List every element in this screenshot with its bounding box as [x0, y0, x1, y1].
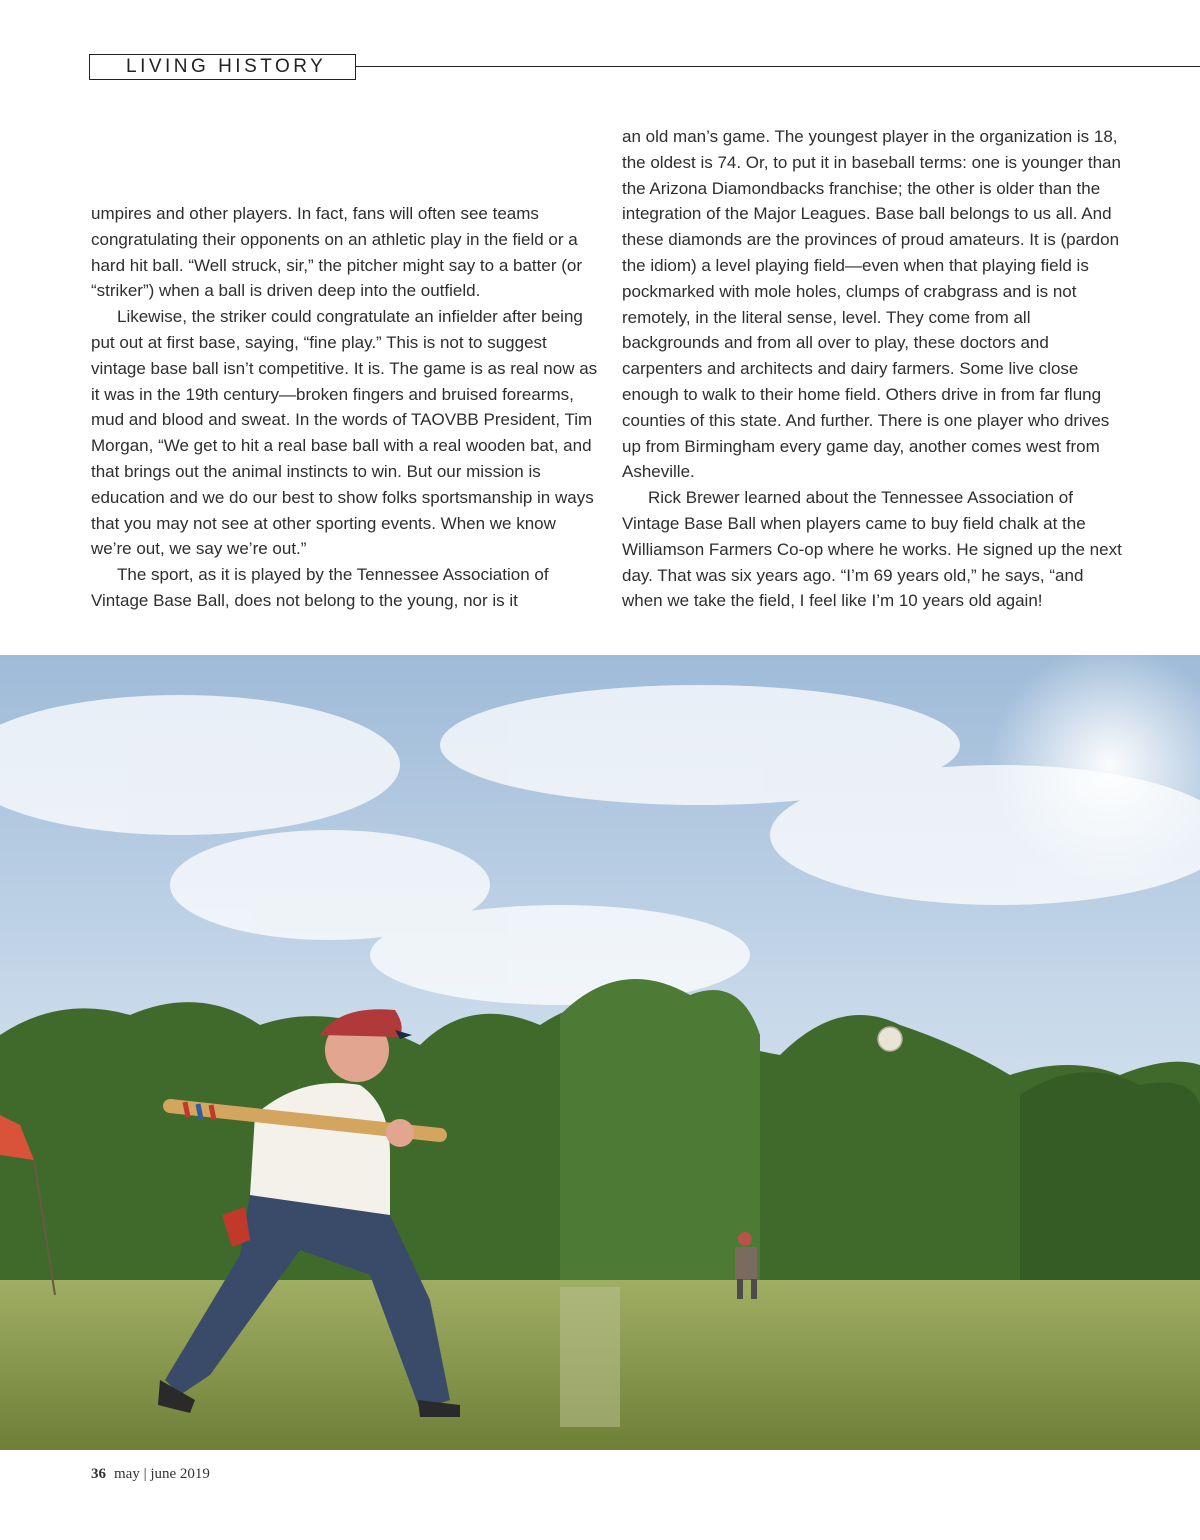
section-label: LIVING HISTORY — [89, 54, 356, 80]
section-rule — [356, 66, 1200, 67]
article-column-left — [91, 201, 601, 614]
base-path — [560, 1287, 620, 1427]
batter-photo-illustration — [0, 655, 1200, 1450]
issue-date: may | june 2019 — [114, 1466, 210, 1482]
section-header — [89, 54, 1200, 82]
baseball-photo — [0, 655, 1200, 1450]
paragraph: an old man’s game. The youngest player in the organization is 18, the oldest is 74. Or, to put it in baseball terms: one is younger than the Arizona Diamondbacks franchise; the other is older than the integration of the Major Leagues. Base ball belongs to us all. And these diamonds are the provinces of proud amateurs. It is (pardon the idiom) a level playing field—even when that playing field is pockmarked with mole holes, clumps of crabgrass and is not remotely, in the literal sense, level. They come from all backgrounds and from all over to play, these doctors and carpenters and architects and dairy farmers. Some live close enough to walk to their home field. Others drive in from far flung counties of this state. And further. There is one player who drives up from Birmingham every game day, another comes west from Asheville. — [622, 127, 1121, 482]
page-number: 36 — [91, 1466, 106, 1482]
paragraph: The sport, as it is played by the Tennessee Association of Vintage Base Ball, does not belong to the young, nor is it — [91, 565, 549, 610]
paragraph: Rick Brewer learned about the Tennessee Association of Vintage Base Ball when players came to buy field chalk at the Williamson Farmers Co-op where he works. He signed up the next day. That was six years ago. “I’m 69 years old,” he says, “and when we take the field, I feel like I’m 10 years old again! — [622, 488, 1122, 611]
paragraph: Likewise, the striker could congratulate an infielder after being put out at first base, saying, “fine play.” This is not to suggest vintage base ball isn’t competitive. It is. The game is as real now as it was in the 19th century—broken fingers and bruised forearms, mud and blood and sweat. In the words of TAOVBB President, Tim Morgan, “We get to hit a real base ball with a real wooden bat, and that brings out the animal instincts to win. But our mission is education and we do our best to show folks sportsmanship in ways that you may not see at other sporting events. When we know we’re out, we say we’re out.” — [91, 307, 598, 559]
baseball — [878, 1027, 902, 1051]
paragraph: umpires and other players. In fact, fans will often see teams congratulating their opponents on an athletic play in the field or a hard hit ball. “Well struck, sir,” the pitcher might say to a batter (or “striker”) when a ball is driven deep into the outfield. — [91, 204, 582, 301]
article-column-right — [622, 124, 1122, 614]
page-footer — [91, 1466, 210, 1483]
